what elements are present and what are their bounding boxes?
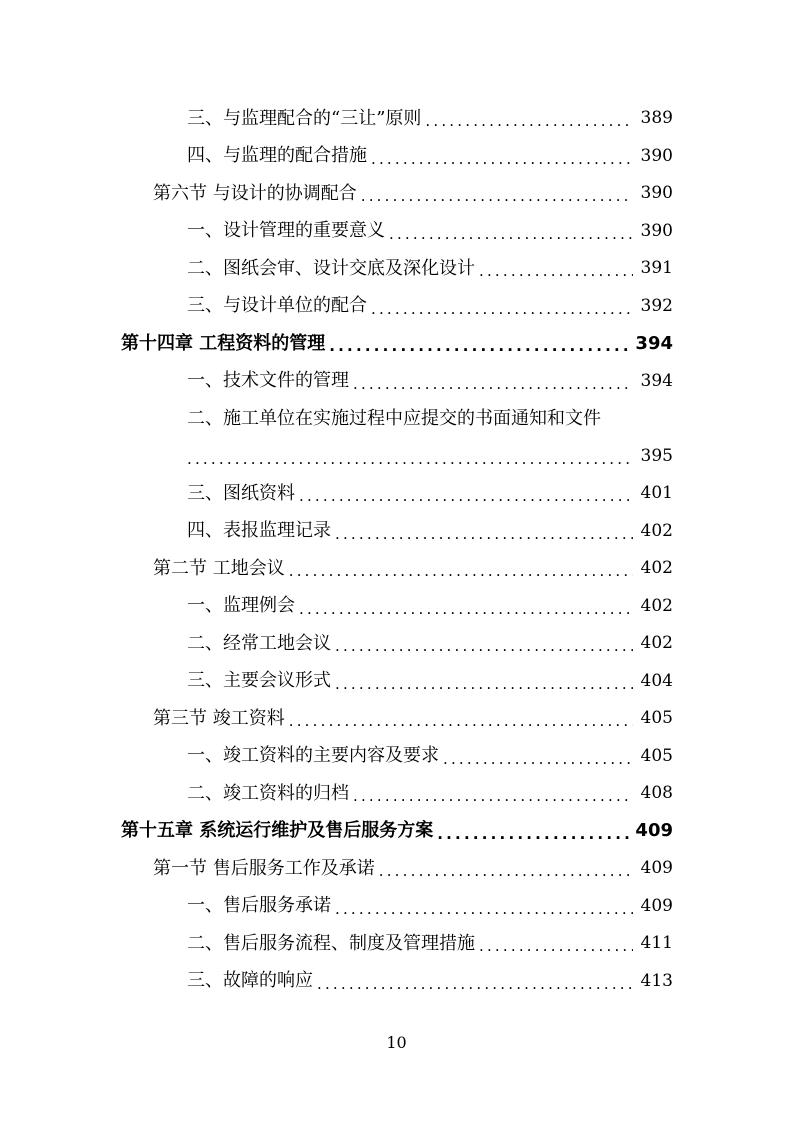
toc-entry-title: 二、经常工地会议 bbox=[187, 632, 331, 654]
dot-leader bbox=[389, 221, 633, 242]
toc-entry[interactable] bbox=[0, 550, 793, 588]
toc-entry[interactable] bbox=[0, 250, 793, 288]
toc-entry-title: 一、竣工资料的主要内容及要求 bbox=[187, 745, 439, 767]
toc-entry[interactable] bbox=[0, 850, 793, 888]
toc-entry-page: 405 bbox=[640, 745, 673, 766]
toc-entry-page: 402 bbox=[640, 520, 673, 541]
toc-entry[interactable] bbox=[0, 100, 793, 138]
dot-leader bbox=[353, 783, 633, 804]
dot-leader bbox=[317, 971, 633, 992]
dot-leader bbox=[443, 746, 633, 767]
dot-leader bbox=[299, 596, 633, 617]
dot-leader bbox=[289, 708, 633, 729]
dot-leader bbox=[335, 896, 633, 917]
toc-entry-page: 404 bbox=[640, 670, 673, 691]
toc-entry-title: 三、图纸资料 bbox=[187, 482, 295, 504]
dot-leader bbox=[371, 296, 633, 317]
toc-entry[interactable] bbox=[0, 963, 793, 1001]
toc-entry[interactable] bbox=[0, 513, 793, 551]
toc-entry[interactable] bbox=[0, 138, 793, 176]
toc-entry-title: 三、故障的响应 bbox=[187, 970, 313, 992]
toc-entry-page: 392 bbox=[640, 295, 673, 316]
toc-entry-title: 一、技术文件的管理 bbox=[187, 370, 349, 392]
toc-entry-title: 一、监理例会 bbox=[187, 595, 295, 617]
toc-entry-title: 一、设计管理的重要意义 bbox=[187, 220, 385, 242]
toc-entry[interactable] bbox=[0, 663, 793, 701]
toc-entry-title: 三、与监理配合的“三让”原则 bbox=[187, 107, 422, 129]
toc-entry[interactable] bbox=[0, 475, 793, 513]
toc-entry-chapter[interactable] bbox=[0, 325, 793, 363]
toc-entry-continuation[interactable] bbox=[0, 438, 793, 476]
toc-entry[interactable] bbox=[0, 363, 793, 401]
toc-entry-title: 二、竣工资料的归档 bbox=[187, 782, 349, 804]
toc-entry-title: 第六节 与设计的协调配合 bbox=[153, 182, 357, 204]
toc-entry-title: 二、售后服务流程、制度及管理措施 bbox=[187, 932, 475, 954]
toc-entry[interactable] bbox=[0, 775, 793, 813]
toc-entry[interactable] bbox=[0, 175, 793, 213]
dot-leader bbox=[479, 258, 633, 279]
toc-entry-page: 394 bbox=[640, 370, 673, 391]
toc-entry[interactable] bbox=[0, 738, 793, 776]
toc-entry-chapter[interactable] bbox=[0, 813, 793, 851]
toc-entry-title: 三、与设计单位的配合 bbox=[187, 295, 367, 317]
toc-entry[interactable] bbox=[0, 625, 793, 663]
dot-leader bbox=[335, 671, 633, 692]
dot-leader bbox=[329, 333, 633, 354]
dot-leader bbox=[361, 183, 633, 204]
toc-entry-page: 408 bbox=[640, 783, 673, 804]
dot-leader bbox=[379, 858, 633, 879]
toc-entry-title: 一、售后服务承诺 bbox=[187, 895, 331, 917]
toc-entry-page: 405 bbox=[640, 708, 673, 729]
toc-entry-title: 第二节 工地会议 bbox=[153, 557, 285, 579]
dot-leader bbox=[353, 371, 633, 392]
toc-entry[interactable] bbox=[0, 700, 793, 738]
toc-entry-page: 390 bbox=[640, 220, 673, 241]
toc-entry-page: 391 bbox=[640, 258, 673, 279]
toc-entry-page: 409 bbox=[640, 895, 673, 916]
dot-leader bbox=[437, 821, 633, 842]
toc-entry-title: 二、施工单位在实施过程中应提交的书面通知和文件 bbox=[187, 407, 601, 429]
toc-entry-title: 二、图纸会审、设计交底及深化设计 bbox=[187, 257, 475, 279]
toc-entry-page: 390 bbox=[640, 145, 673, 166]
toc-entry[interactable] bbox=[0, 213, 793, 251]
dot-leader bbox=[289, 558, 633, 579]
toc-entry-page: 409 bbox=[635, 820, 673, 842]
toc-entry-page: 395 bbox=[640, 445, 673, 466]
toc-entry-page: 402 bbox=[640, 558, 673, 579]
toc-entry-title: 四、表报监理记录 bbox=[187, 520, 331, 542]
dot-leader bbox=[299, 483, 633, 504]
toc-entry-title: 三、主要会议形式 bbox=[187, 670, 331, 692]
toc-entry-page: 394 bbox=[635, 332, 673, 354]
toc-entry-page: 389 bbox=[640, 108, 673, 129]
toc-entry[interactable] bbox=[0, 400, 793, 438]
toc-entry-page: 402 bbox=[640, 595, 673, 616]
page-number: 10 bbox=[386, 1033, 407, 1052]
toc-entry[interactable] bbox=[0, 888, 793, 926]
toc-entry[interactable] bbox=[0, 925, 793, 963]
toc-entry[interactable] bbox=[0, 288, 793, 326]
toc-entry-page: 411 bbox=[640, 933, 673, 954]
dot-leader bbox=[479, 933, 633, 954]
toc-entry-title: 第三节 竣工资料 bbox=[153, 707, 285, 729]
dot-leader bbox=[335, 521, 633, 542]
toc-entry-page: 390 bbox=[640, 183, 673, 204]
toc-entry-title: 第一节 售后服务工作及承诺 bbox=[153, 857, 375, 879]
dot-leader bbox=[335, 633, 633, 654]
toc-entry-title: 第十四章 工程资料的管理 bbox=[121, 332, 326, 354]
toc-entry[interactable] bbox=[0, 588, 793, 626]
dot-leader bbox=[371, 146, 633, 167]
table-of-contents bbox=[0, 100, 793, 1000]
toc-entry-title: 四、与监理的配合措施 bbox=[187, 145, 367, 167]
toc-entry-page: 409 bbox=[640, 858, 673, 879]
toc-entry-page: 402 bbox=[640, 633, 673, 654]
dot-leader bbox=[425, 108, 633, 129]
toc-entry-page: 401 bbox=[640, 483, 673, 504]
dot-leader bbox=[187, 446, 633, 467]
toc-entry-page: 413 bbox=[640, 970, 673, 991]
toc-entry-title: 第十五章 系统运行维护及售后服务方案 bbox=[121, 820, 434, 842]
